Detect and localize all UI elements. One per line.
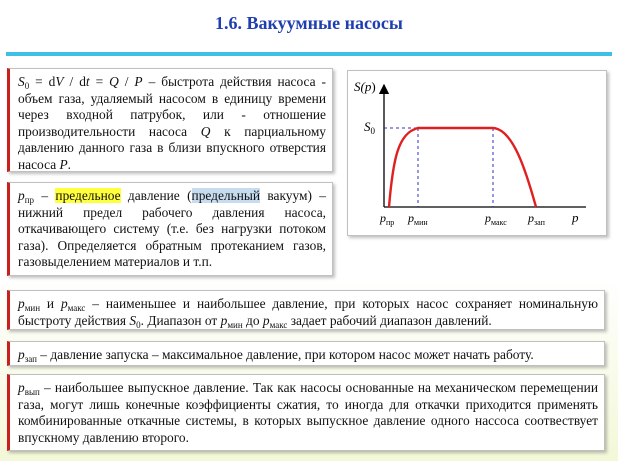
text: – давление запуска – максимальное давление, при котором насос может начать работу. <box>36 347 534 362</box>
text: – наибольшее выпускное давление. Так как насосы основанные на механическом перемещении газа, могут лишь конечные коэффициенты сжатия, то иногда для откачки приходится применять комбинированные откачные системы, в которых выпускное давление одного нассоса соотвествует впускному давлению второго. <box>18 380 598 445</box>
symbol-q: Q <box>109 74 119 89</box>
symbol-q: Q <box>200 123 211 139</box>
symbol-sub: макс <box>269 319 288 330</box>
symbol-p: p <box>18 347 25 362</box>
symbol-t: t <box>85 74 90 89</box>
text: = <box>89 74 110 89</box>
definition-ultimate-pressure <box>7 182 333 276</box>
highlight-blue: предельный <box>191 188 261 203</box>
definition-exhaust-pressure <box>7 374 605 451</box>
symbol-sub: зап <box>24 354 37 364</box>
symbol-p: P <box>134 74 143 89</box>
text: = d <box>29 74 56 89</box>
text: давление ( <box>120 188 192 203</box>
symbol-sub: макс <box>67 303 86 313</box>
x-axis-label: p <box>572 210 579 225</box>
text: . <box>67 156 72 172</box>
text: к парциальному давлению данного газа в близи впускного отверстия насоса <box>18 123 326 172</box>
symbol-p: P <box>59 156 68 172</box>
symbol-sub: вып <box>24 387 40 397</box>
pumping-speed-chart <box>347 70 607 236</box>
tick-p-ultimate: $p_{пр}$ <box>380 211 395 227</box>
definition-working-range <box>7 290 605 330</box>
symbol-p: p <box>18 188 25 203</box>
chart-svg <box>348 71 606 235</box>
text: – быстрота действия насоса - объем газа, удаляемый насосом в единицу времени через входной патрубок, или - отношение производительности насоса <box>18 74 326 139</box>
y-axis-label: S(p) <box>354 79 376 94</box>
text: – <box>34 188 56 203</box>
symbol-p: p <box>60 296 68 311</box>
pumping-speed-curve <box>389 128 536 207</box>
symbol-sub: пр <box>24 195 35 205</box>
symbol-s: S <box>18 74 25 89</box>
symbol-sub: 0 <box>24 81 30 91</box>
text: – наименьшее и наибольшее давление, при которых насос сохраняет номинальную быстроту действия <box>18 296 598 328</box>
tick-p-start: $p_{зап}$ <box>528 211 545 227</box>
title-divider <box>6 52 612 56</box>
symbol-p: p <box>220 312 228 328</box>
text: вакуум) – нижний предел рабочего давления насоса, откачивающего систему (т.е. без нагрузки потоком газа). Определяется обратным протеканием газов, газовыделением материалов и т.п. <box>18 188 326 270</box>
symbol-sub: 0 <box>136 319 141 330</box>
text: задает рабочий диапазон давлений. <box>287 312 492 328</box>
tick-p-min: $p_{мин}$ <box>408 211 428 227</box>
symbol-sub: мин <box>227 319 243 330</box>
symbol-p: p <box>18 380 25 395</box>
text: . Диапазон от <box>140 312 221 328</box>
s0-label: $S_0$ <box>364 119 375 136</box>
definition-start-pressure <box>7 341 605 366</box>
text: / d <box>63 74 86 89</box>
symbol-sub: мин <box>24 303 41 313</box>
text: до <box>242 312 263 328</box>
text: / <box>118 74 135 89</box>
text: и <box>40 296 61 311</box>
highlight-yellow: предельное <box>55 188 121 203</box>
symbol-p: p <box>18 296 25 311</box>
symbol-s: S <box>129 312 137 328</box>
symbol-p: p <box>262 312 270 328</box>
definition-pumping-speed <box>7 68 333 172</box>
page-title: 1.6. Вакуумные насосы <box>215 13 403 33</box>
symbol-v: V <box>55 74 64 89</box>
tick-p-max: $p_{макс}$ <box>485 211 507 227</box>
